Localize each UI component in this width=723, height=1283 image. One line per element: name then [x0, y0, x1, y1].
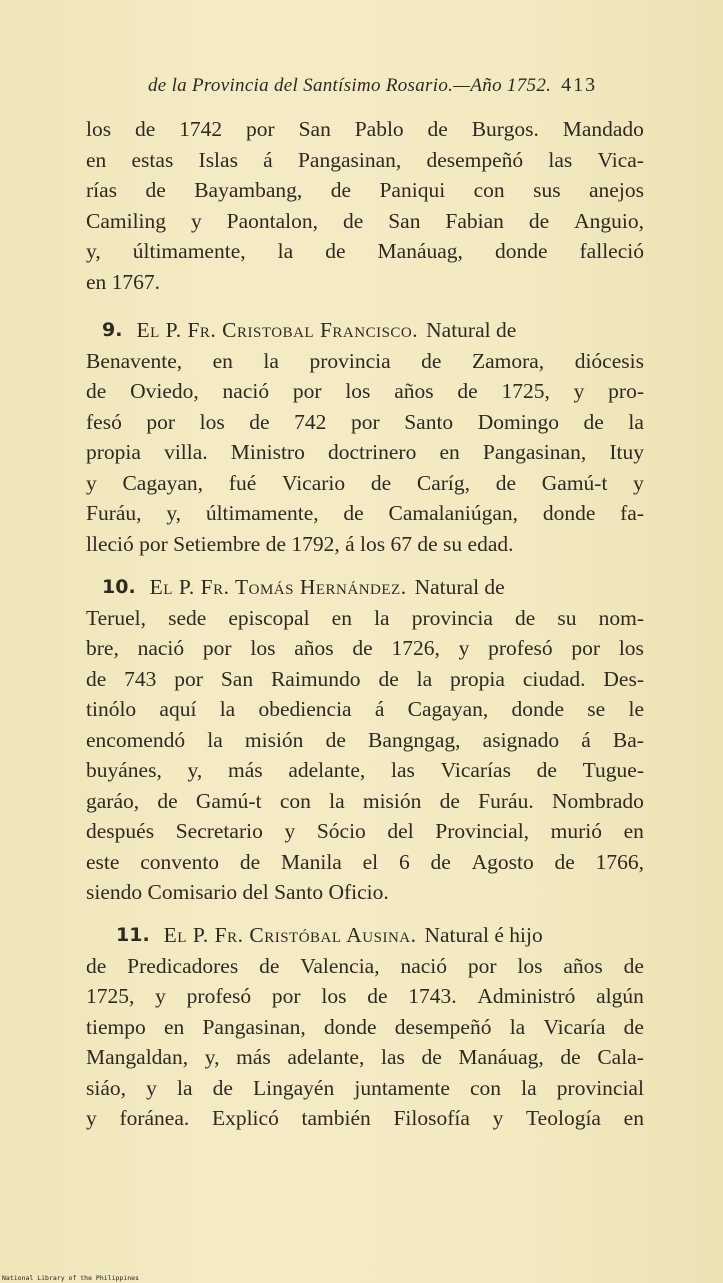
word: Manáuag, — [377, 239, 463, 263]
word: San — [220, 666, 254, 691]
word: nació — [137, 636, 185, 660]
word: Fabian — [445, 208, 504, 233]
word: Filosofía — [393, 1106, 470, 1130]
word: Zamora, — [471, 348, 545, 373]
word: de — [528, 208, 550, 233]
text-line — [86, 498, 644, 529]
word: tiempo — [86, 1014, 146, 1039]
word: Ministro — [230, 440, 305, 464]
word: Manáuag, — [458, 1045, 544, 1069]
entry-heading-line — [86, 572, 644, 603]
text-line — [86, 664, 644, 695]
word: la — [329, 788, 345, 813]
word: desempeñó — [394, 1014, 492, 1039]
page-number: 413 — [561, 74, 598, 96]
word: la — [628, 409, 644, 434]
text-line — [86, 346, 644, 377]
word: de — [330, 178, 352, 202]
entry-number: 11. — [116, 924, 150, 946]
word: por — [174, 666, 203, 691]
word: donde — [542, 501, 596, 525]
word: Provincial, — [435, 819, 530, 843]
word: este — [86, 849, 120, 874]
word: de — [157, 788, 178, 813]
word: también — [301, 1106, 371, 1130]
word: en — [331, 605, 352, 630]
word: y — [573, 379, 585, 403]
word: nació — [222, 379, 270, 403]
word: por — [292, 379, 322, 403]
word: la — [219, 697, 236, 721]
word: Islas — [198, 147, 238, 172]
text-line — [86, 725, 644, 756]
word: los — [321, 984, 347, 1008]
word: de — [427, 117, 448, 141]
text-line — [86, 114, 644, 145]
word: de — [325, 239, 346, 263]
word: buyánes, — [86, 758, 162, 782]
word: fué — [228, 470, 257, 495]
word: por — [350, 409, 380, 434]
word: sede — [168, 605, 207, 630]
word: algún — [596, 984, 644, 1008]
word: Sócio — [316, 819, 366, 843]
word: foránea. — [119, 1106, 190, 1130]
word: Bangngag, — [367, 727, 461, 752]
running-head — [148, 74, 618, 97]
word: episcopal — [228, 605, 310, 630]
word: Camalaniúgan, — [388, 501, 519, 525]
word: propia — [450, 666, 505, 691]
text-line — [86, 981, 644, 1012]
word: la — [263, 348, 279, 373]
word: donde — [323, 1014, 377, 1039]
word: de — [623, 1014, 644, 1039]
word: Caríg, — [416, 470, 471, 495]
text-line — [86, 236, 644, 267]
word: las — [391, 758, 415, 782]
word: Ituy — [609, 440, 644, 464]
word: nació — [400, 953, 448, 978]
entry-number: 10. — [102, 576, 136, 598]
word: y — [155, 984, 166, 1008]
word: los — [517, 953, 543, 978]
word: Manila — [280, 849, 342, 874]
word: Benavente, — [86, 348, 183, 373]
word: de — [421, 348, 442, 373]
entry-heading-line — [86, 315, 644, 346]
word: 1743. — [408, 984, 457, 1008]
word: 1742 — [179, 117, 223, 141]
word: de — [367, 984, 388, 1008]
word: por — [202, 636, 232, 660]
word: Teología — [526, 1106, 601, 1130]
word: Cagayan, — [407, 697, 489, 721]
word: por — [246, 117, 275, 141]
word: 742 — [294, 409, 327, 434]
word: á — [374, 697, 385, 721]
word: de — [212, 1075, 233, 1100]
word: garáo, — [86, 788, 140, 813]
entry-first-line-rest: Natural de — [414, 575, 505, 599]
word: y — [284, 819, 296, 843]
word: en — [623, 1106, 644, 1130]
word: y — [86, 470, 97, 495]
word: en — [86, 147, 107, 172]
text-line — [86, 1042, 644, 1073]
text-line — [86, 468, 644, 499]
word: y, — [166, 501, 182, 525]
entry-title: El P. Fr. Cristóbal Ausina. — [163, 923, 417, 947]
word: Gamú-t — [541, 470, 608, 495]
word: San — [388, 208, 421, 233]
word: de — [145, 178, 166, 202]
text-line: en 1767. — [86, 269, 161, 294]
word: misión — [362, 788, 422, 813]
word: estas — [131, 147, 174, 172]
word: Santo — [404, 409, 454, 434]
word: de — [457, 379, 478, 403]
word: de — [536, 758, 557, 782]
word: la — [521, 1075, 537, 1100]
word: Predicadores — [127, 953, 239, 978]
word: de — [342, 208, 364, 233]
word: rías — [86, 178, 118, 202]
entry-title: El P. Fr. Tomás Hernández. — [149, 575, 407, 599]
word: 1725, — [86, 984, 135, 1008]
word: Pangasinan, — [297, 147, 402, 172]
word: profesó — [186, 984, 252, 1008]
word: Cala- — [597, 1045, 644, 1069]
word: asignado — [482, 727, 560, 752]
word: y — [492, 1106, 504, 1130]
word: por — [467, 953, 497, 978]
text-line — [86, 847, 644, 878]
word: de — [343, 501, 364, 525]
word: de — [430, 849, 451, 874]
word: por — [271, 984, 301, 1008]
word: siáo, — [86, 1075, 127, 1100]
word: después — [86, 819, 155, 843]
word: con — [469, 1075, 502, 1100]
word: por — [571, 636, 601, 660]
word: Secretario — [175, 819, 263, 843]
word: 1766, — [595, 849, 644, 874]
word: de — [259, 953, 280, 978]
word: de — [370, 470, 392, 495]
entry-title: El P. Fr. Cristobal Francisco. — [136, 318, 419, 342]
word: provincia — [309, 348, 391, 373]
word: Anguio, — [574, 208, 644, 233]
text-line — [86, 437, 644, 468]
entry-first-line-rest: Natural de — [426, 318, 517, 342]
word: 6 — [398, 849, 410, 874]
word: se — [587, 697, 606, 721]
word: villa. — [164, 440, 208, 464]
word: doctrinero — [327, 440, 417, 464]
text-line — [86, 407, 644, 438]
word: Tugue- — [582, 758, 644, 782]
word: de — [514, 605, 536, 630]
word: años — [294, 636, 334, 660]
text-line — [86, 1103, 644, 1134]
word: tinólo — [86, 697, 137, 721]
word: Camiling — [86, 208, 167, 233]
word: pro- — [608, 379, 644, 403]
word: Raimundo — [270, 666, 361, 691]
word: Explicó — [211, 1106, 279, 1130]
word: en — [212, 348, 233, 373]
word: años — [563, 953, 603, 978]
text-line — [86, 786, 644, 817]
word: donde — [494, 239, 548, 263]
word: de — [86, 666, 107, 691]
word: últimamente, — [205, 501, 319, 525]
word: la — [416, 666, 433, 691]
text-line: siendo Comisario del Santo Oficio. — [86, 880, 389, 904]
text-line — [86, 376, 644, 407]
text-line — [86, 175, 644, 206]
word: la — [277, 239, 294, 263]
word: donde — [511, 697, 565, 721]
word: últimamente, — [132, 239, 246, 263]
word: ciudad. — [522, 666, 586, 691]
word: obediencia — [258, 697, 352, 721]
text-line — [86, 206, 644, 237]
word: de — [378, 666, 399, 691]
library-footer: National Library of the Philippines — [2, 1274, 139, 1282]
word: los — [199, 409, 225, 434]
word: 1725, — [501, 379, 550, 403]
text-line — [86, 603, 644, 634]
word: Furáu. — [478, 788, 534, 813]
word: Vicarías — [440, 758, 511, 782]
word: de — [554, 849, 575, 874]
word: juntamente — [354, 1075, 450, 1100]
word: 1726, — [391, 636, 440, 660]
word: de — [86, 379, 107, 403]
word: Oviedo, — [130, 379, 199, 403]
word: adelante, — [288, 758, 366, 782]
word: con — [279, 788, 311, 813]
word: por — [146, 409, 176, 434]
word: de — [583, 409, 604, 434]
word: con — [473, 178, 505, 202]
word: Pablo — [354, 117, 404, 141]
word: Des- — [603, 666, 644, 691]
word: y — [190, 208, 202, 233]
word: Burgos. — [471, 117, 539, 141]
word: la — [207, 727, 223, 752]
word: los — [250, 636, 276, 660]
word: de — [249, 409, 270, 434]
word: murió — [550, 819, 603, 843]
word: y — [633, 470, 644, 495]
word: la — [509, 1014, 526, 1039]
word: más — [236, 1045, 271, 1069]
entry-number: 9. — [102, 319, 123, 341]
word: le — [628, 697, 644, 721]
word: los — [345, 379, 371, 403]
word: Paniqui — [379, 178, 446, 202]
word: á — [581, 727, 591, 752]
word: nom- — [598, 605, 644, 630]
word: desempeñó — [426, 147, 524, 172]
word: Furáu, — [86, 501, 142, 525]
word: provincia — [411, 605, 493, 630]
entry-heading-line — [86, 920, 644, 951]
word: 743 — [124, 666, 157, 691]
word: y, — [187, 758, 203, 782]
word: y, — [204, 1045, 220, 1069]
entry-9 — [86, 315, 644, 559]
word: del — [387, 819, 414, 843]
text-line — [86, 1073, 644, 1104]
word: la — [176, 1075, 193, 1100]
word: Mangaldan, — [86, 1045, 189, 1069]
word: fa- — [620, 501, 644, 525]
word: Domingo — [477, 409, 559, 434]
text-line — [86, 694, 644, 725]
word: encomendó — [86, 727, 186, 752]
word: años — [394, 379, 434, 403]
word: los — [86, 117, 112, 141]
text-line — [86, 951, 644, 982]
word: Bayambang, — [194, 178, 303, 202]
word: de — [352, 636, 373, 660]
entry-10 — [86, 572, 644, 908]
word: la — [374, 605, 390, 630]
word: Vicario — [281, 470, 346, 495]
word: Cagayan, — [122, 470, 204, 495]
word: de — [623, 953, 644, 978]
paragraph-fragment — [86, 114, 644, 297]
word: Valencia, — [300, 953, 380, 978]
word: las — [380, 1045, 405, 1069]
word: y — [458, 636, 470, 660]
word: de — [86, 953, 107, 978]
word: Lingayén — [253, 1075, 335, 1100]
text-line: lleció por Setiembre de 1792, á los 67 de su edad. — [86, 531, 514, 556]
word: y — [146, 1075, 157, 1100]
word: Gamú-t — [195, 788, 262, 813]
word: San — [298, 117, 331, 141]
word: en — [439, 440, 460, 464]
word: más — [227, 758, 263, 782]
word: de — [495, 470, 517, 495]
text-line — [86, 1012, 644, 1043]
text-line — [86, 633, 644, 664]
word: diócesis — [574, 348, 644, 373]
word: Paontalon, — [226, 208, 319, 233]
word: de — [325, 727, 346, 752]
word: las — [548, 147, 573, 172]
word: de — [439, 788, 460, 813]
word: su — [557, 605, 577, 630]
word: en — [163, 1014, 185, 1039]
text-line — [86, 816, 644, 847]
word: provincial — [556, 1075, 644, 1100]
word: adelante, — [287, 1045, 365, 1069]
word: Pangasinan, — [202, 1014, 306, 1039]
word: propia — [86, 440, 141, 464]
running-head-title: de la Provincia del Santísimo Rosario.—Año 1752. — [148, 75, 552, 96]
text-line — [86, 755, 644, 786]
word: de — [421, 1045, 442, 1069]
word: Nombrado — [551, 788, 644, 813]
word: Vica- — [597, 147, 644, 172]
word: convento — [140, 849, 220, 874]
word: aquí — [159, 697, 197, 721]
word: los — [618, 636, 644, 660]
word: Teruel, — [86, 605, 146, 630]
word: bre, — [86, 636, 119, 660]
word: á — [263, 147, 273, 172]
word: profesó — [488, 636, 553, 660]
word: Mandado — [562, 117, 644, 141]
word: falleció — [579, 239, 644, 263]
word: Ba- — [612, 727, 644, 752]
word: sus — [533, 178, 561, 202]
word: en — [623, 819, 644, 843]
word: el — [362, 849, 379, 874]
word: Vicaría — [543, 1014, 606, 1039]
word: misión — [244, 727, 304, 752]
word: Pangasinan, — [482, 440, 587, 464]
entry-first-line-rest: Natural é hijo — [424, 923, 543, 947]
entry-11 — [86, 920, 644, 1134]
word: de — [134, 117, 156, 141]
word: anejos — [589, 178, 644, 202]
text-line — [86, 145, 644, 176]
word: fesó — [86, 409, 122, 434]
word: y — [86, 1106, 97, 1130]
word: Agosto — [471, 849, 534, 874]
word: Administró — [477, 984, 576, 1008]
word: de — [239, 849, 261, 874]
word: de — [560, 1045, 581, 1069]
word: y, — [86, 239, 101, 263]
